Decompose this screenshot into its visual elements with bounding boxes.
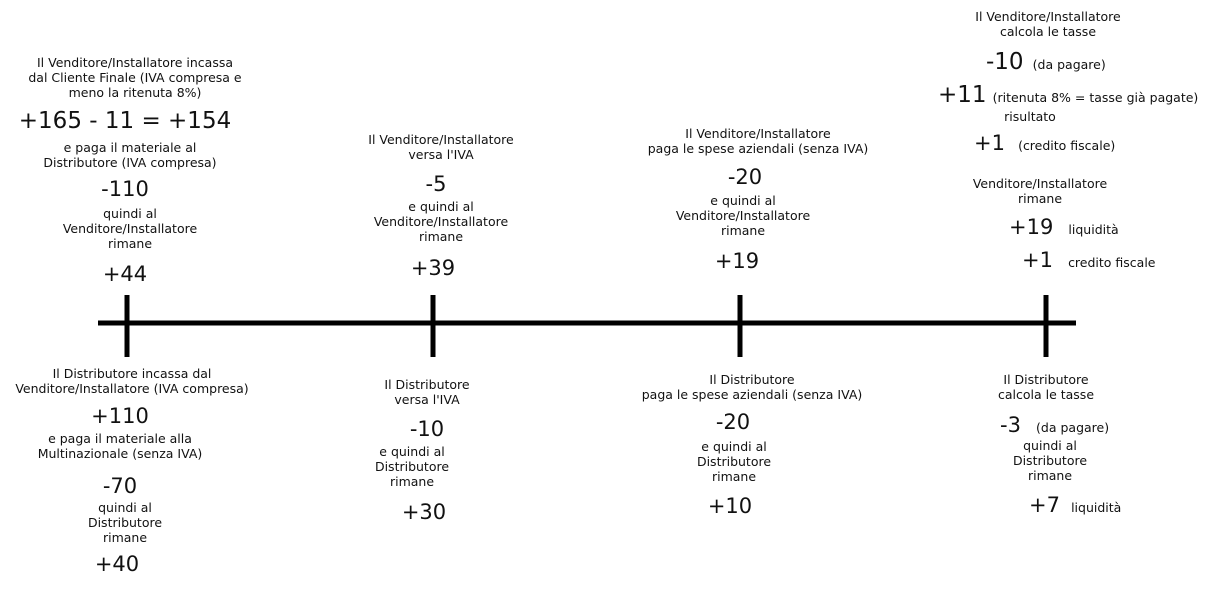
distributor-step-4-tax-row <box>1000 414 1109 437</box>
text-line: rimane <box>389 474 435 489</box>
text-line: rimane <box>1017 191 1063 206</box>
vendor-step-4-liquidity-row <box>1009 216 1119 239</box>
vendor-step-1-equation: +165 - 11 = +154 <box>18 108 232 134</box>
vendor-step-4-intro <box>948 9 1148 39</box>
vendor-step-2-result: +39 <box>410 256 456 280</box>
text-line: Venditore/Installatore <box>675 208 811 223</box>
text-line: Il Distributore <box>384 377 470 392</box>
vendor-step-4-withholding-note: (ritenuta 8% = tasse già pagate) <box>992 90 1199 105</box>
text-line: calcola le tasse <box>997 387 1095 402</box>
text-line: quindi al <box>1023 438 1077 453</box>
text-line: Distributore <box>374 459 450 474</box>
vendor-step-3-intro <box>628 126 888 156</box>
distributor-step-4-tax-amount: -3 <box>1000 413 1021 437</box>
vendor-step-1-intro <box>15 55 255 100</box>
vendor-step-2-amount: -5 <box>425 172 447 196</box>
vendor-step-2-intro <box>341 132 541 162</box>
text-line: Il Distributore incassa dal <box>52 366 212 381</box>
vendor-step-1-amount: -110 <box>101 177 149 201</box>
vendor-step-1-pay-text <box>15 140 245 170</box>
distributor-step-4-tax-note: (da pagare) <box>1036 420 1110 435</box>
text-line: e quindi al <box>379 444 445 459</box>
vendor-step-4-withholding-row <box>938 83 1198 108</box>
text-line: Distributore <box>696 454 772 469</box>
text-line: rimane <box>711 469 757 484</box>
text-line: Distributore (IVA compresa) <box>43 155 217 170</box>
text-line: Venditore/Installatore <box>972 176 1108 191</box>
distributor-step-3-intro <box>622 372 882 402</box>
text-line: Distributore <box>87 515 163 530</box>
text-line: paga le spese aziendali (senza IVA) <box>641 387 863 402</box>
text-line: rimane <box>720 223 766 238</box>
vendor-step-4-credit-row <box>974 132 1115 155</box>
distributor-step-2-intro <box>367 377 487 407</box>
text-line: e quindi al <box>701 439 767 454</box>
vendor-step-4-tax-row <box>986 50 1106 75</box>
text-line: versa l'IVA <box>408 147 474 162</box>
vendor-step-4-final-credit-row <box>1022 249 1156 272</box>
vendor-step-2-then-text <box>351 199 531 244</box>
vendor-step-4-then-text <box>940 176 1140 206</box>
vendor-step-4-liquidity-amount: +19 <box>1009 215 1054 239</box>
text-line: calcola le tasse <box>999 24 1097 39</box>
text-line: e quindi al <box>710 193 776 208</box>
text-line: Il Venditore/Installatore incassa <box>36 55 234 70</box>
vendor-step-4-credit-amount: +1 <box>974 131 1005 155</box>
distributor-step-1-income: +110 <box>91 404 149 428</box>
text-line: quindi al <box>103 206 157 221</box>
text-line: Il Distributore <box>1003 372 1089 387</box>
text-line: paga le spese aziendali (senza IVA) <box>647 141 869 156</box>
text-line: rimane <box>102 530 148 545</box>
distributor-step-1-result: +40 <box>94 552 140 576</box>
vendor-step-1-result: +44 <box>102 262 148 286</box>
text-line: quindi al <box>98 500 152 515</box>
distributor-step-2-then-text <box>352 444 472 489</box>
text-line: e quindi al <box>408 199 474 214</box>
text-line: Il Distributore <box>709 372 795 387</box>
vendor-step-3-amount: -20 <box>727 165 763 189</box>
text-line: Multinazionale (senza IVA) <box>37 446 203 461</box>
distributor-step-4-liquidity-amount: +7 <box>1029 493 1060 517</box>
text-line: Venditore/Installatore (IVA compresa) <box>15 381 249 396</box>
vendor-step-4-liquidity-label: liquidità <box>1068 222 1119 237</box>
distributor-step-2-result: +30 <box>401 500 447 524</box>
distributor-step-3-result: +10 <box>707 494 753 518</box>
distributor-step-4-then-text <box>995 438 1105 483</box>
distributor-step-4-intro <box>986 372 1106 402</box>
text-line: e paga il materiale al <box>63 140 197 155</box>
vendor-step-3-result: +19 <box>714 249 760 273</box>
distributor-step-1-pay-text <box>20 431 220 461</box>
vendor-step-3-then-text <box>653 193 833 238</box>
text-line: rimane <box>107 236 153 251</box>
vendor-step-4-result-label: risultato <box>1004 109 1056 124</box>
vendor-step-4-credit-note: (credito fiscale) <box>1018 138 1116 153</box>
vendor-step-1-then-text <box>40 206 220 251</box>
distributor-step-4-liquidity-row <box>1029 494 1121 517</box>
text-line: rimane <box>1027 468 1073 483</box>
vendor-step-4-final-credit-amount: +1 <box>1022 248 1053 272</box>
text-line: Il Venditore/Installatore <box>975 9 1121 24</box>
text-line: Il Venditore/Installatore <box>685 126 831 141</box>
vendor-step-4-final-credit-label: credito fiscale <box>1068 255 1156 270</box>
text-line: Distributore <box>1012 453 1088 468</box>
vendor-step-4-tax-note: (da pagare) <box>1032 57 1106 72</box>
distributor-step-4-liquidity-label: liquidità <box>1071 500 1122 515</box>
text-line: meno la ritenuta 8%) <box>68 85 202 100</box>
text-line: Il Venditore/Installatore <box>368 132 514 147</box>
vendor-step-4-tax-amount: -10 <box>986 49 1024 75</box>
distributor-step-3-then-text <box>674 439 794 484</box>
text-line: Venditore/Installatore <box>373 214 509 229</box>
distributor-step-1-intro <box>2 366 262 396</box>
text-line: dal Cliente Finale (IVA compresa e <box>28 70 242 85</box>
distributor-step-1-amount: -70 <box>102 474 138 498</box>
distributor-step-2-amount: -10 <box>409 417 445 441</box>
text-line: rimane <box>418 229 464 244</box>
text-line: e paga il materiale alla <box>48 431 192 446</box>
text-line: versa l'IVA <box>394 392 460 407</box>
vendor-step-4-withholding-amount: +11 <box>938 82 987 108</box>
distributor-step-3-amount: -20 <box>715 410 751 434</box>
text-line: Venditore/Installatore <box>62 221 198 236</box>
distributor-step-1-then-text <box>65 500 185 545</box>
